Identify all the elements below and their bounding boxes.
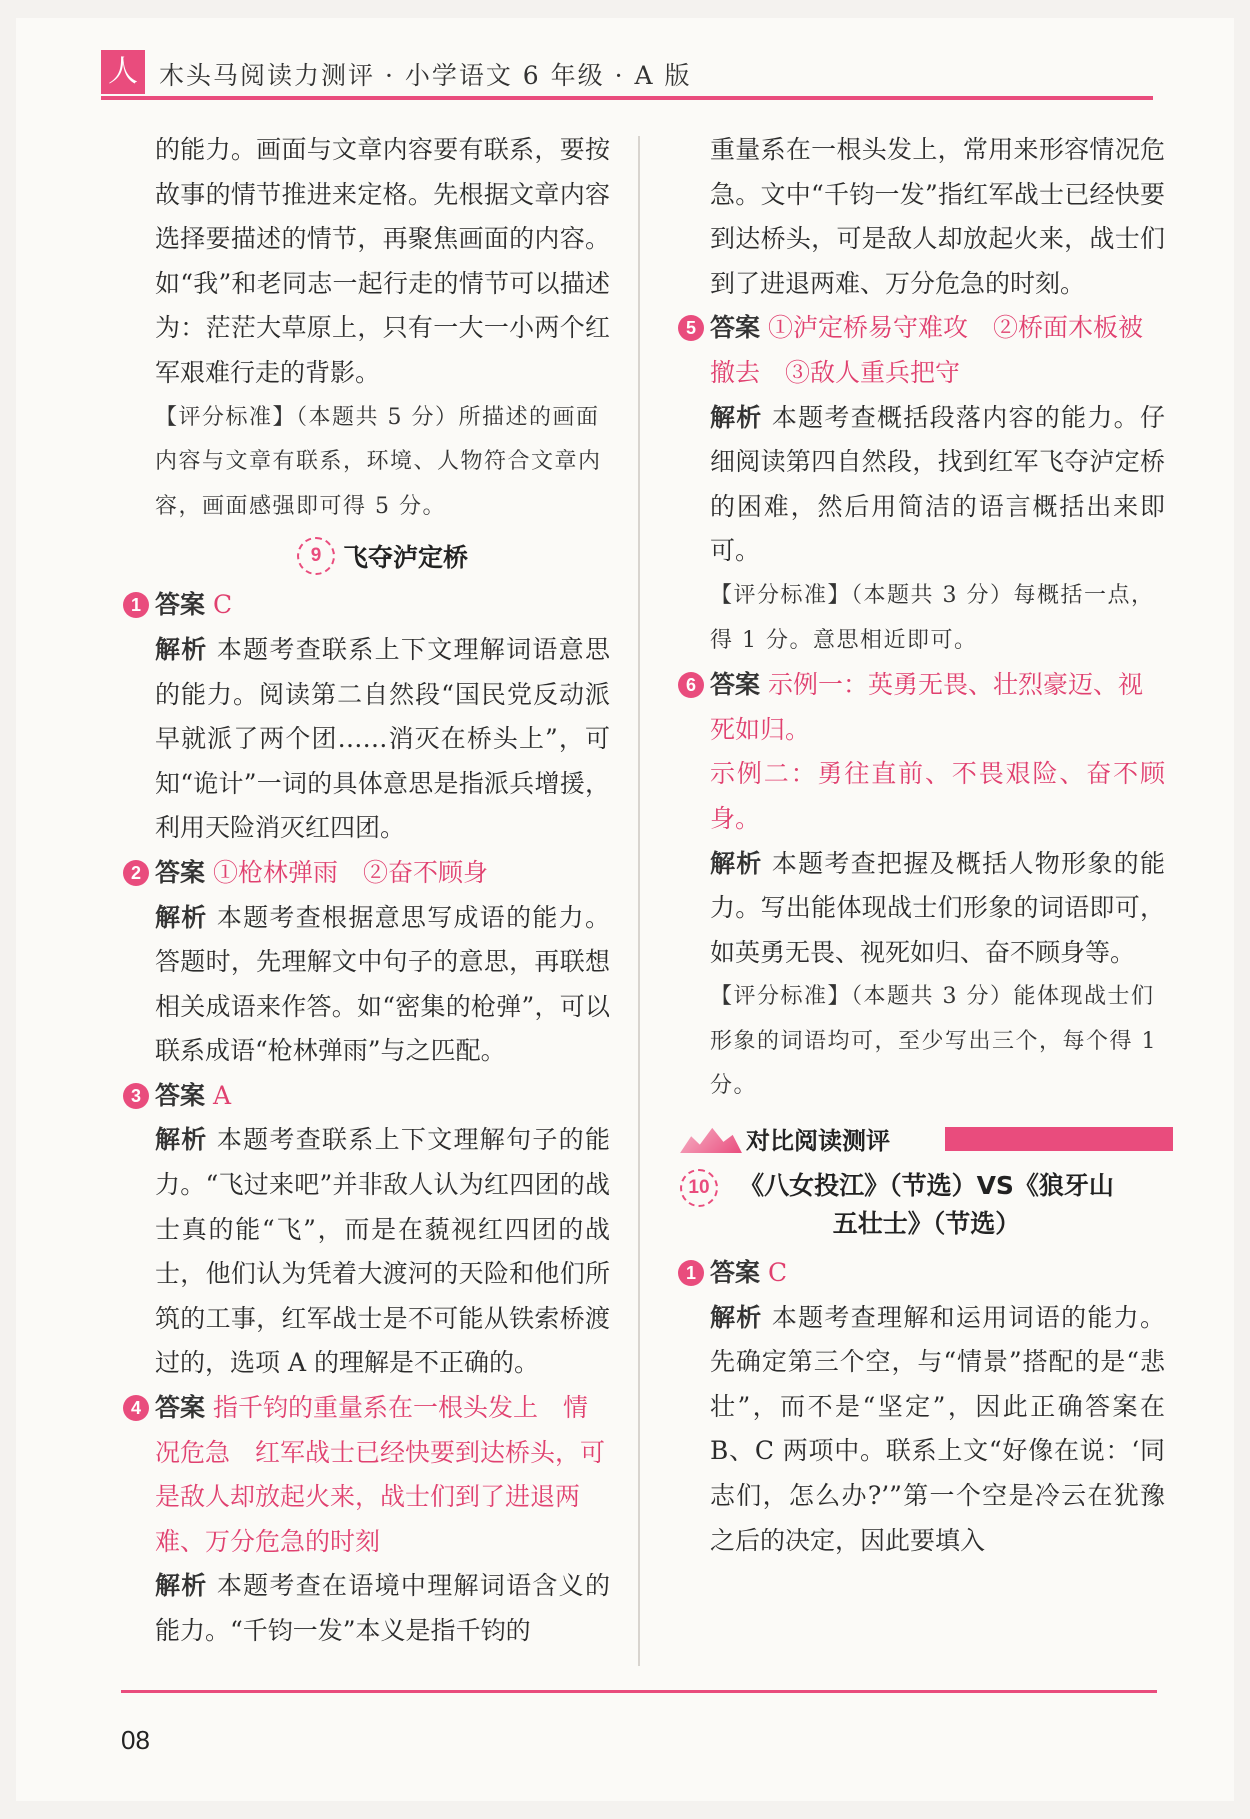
question-number-badge: 2 [123,860,149,886]
section-number-badge: 9 [297,537,335,575]
analysis-label: 解析 [710,1302,763,1332]
answer-example-1: 示例一：英勇无畏、壮烈豪迈、视死如归。 [710,670,1144,744]
analysis-label: 解析 [155,1571,208,1601]
answer-value: ①枪林弹雨 ②奋不顾身 [213,857,489,887]
analysis-label: 解析 [710,848,763,878]
analysis-text: 本题考查联系上下文理解词语意思的能力。阅读第二自然段“国民党反动派早就派了两个团……消灭在桥头上”，可知“诡计”一词的具体意思是指派兵增援，利用天险消灭红四团。 [155,634,610,843]
page-number: 08 [121,1725,150,1755]
section-title-10 [680,1167,1173,1243]
banner-title: 对比阅读测评 [746,1127,890,1156]
mountain-icon [680,1125,742,1153]
question-4-answer [130,1386,610,1564]
header-rule [101,96,1153,100]
answer-label: 答案 [155,1393,206,1423]
answer-label: 答案 [710,313,761,343]
analysis-label: 解析 [155,902,208,932]
analysis-label: 解析 [155,1125,208,1155]
analysis-text: 本题考查理解和运用词语的能力。先确定第三个空，与“情景”搭配的是“悲壮”，而不是“坚定”，因此正确答案在 B、C 两项中。联系上文“好像在说：‘同志们，怎么办?’”第一个空是冷云在犹豫之后的决定，因此要填入 [710,1302,1165,1555]
analysis-label: 解析 [710,402,763,432]
question-number-badge: 3 [123,1083,149,1109]
question-2-answer [130,851,610,896]
section-title-line-2: 五壮士》（节选） [832,1209,1021,1239]
answer-value: C [213,590,233,620]
answer-value: ①泸定桥易守难攻 ②桥面木板被撤去 ③敌人重兵把守 [710,313,1144,387]
question-5-scoring: 【评分标准】（本题共 3 分）每概括一点，得 1 分。意思相近即可。 [710,582,1155,653]
question-5-answer [685,306,1165,395]
banner-bar [945,1127,1173,1151]
scoring-intro: 【评分标准】（本题共 5 分）所描述的画面内容与文章有联系，环境、人物符合文章内容，画面感强即可得 5 分。 [155,404,602,519]
publisher-logo-icon: 人 [101,50,145,94]
left-column [130,128,610,1654]
answer-value: C [768,1258,788,1288]
analysis-text: 本题考查联系上下文理解句子的能力。“飞过来吧”并非敌人认为红四团的战士真的能“飞”，而是在藐视红四团的战士，他们认为凭着大渡河的天险和他们所筑的工事，红军战士是不可能从铁索桥渡过的，选项 A 的理解是不正确的。 [155,1125,610,1378]
page-header [101,50,1153,98]
question-1-analysis [155,628,610,851]
analysis-text: 本题考查概括段落内容的能力。仔细阅读第四自然段，找到红军飞夺泸定桥的困难，然后用简洁的语言概括出来即可。 [710,402,1165,566]
answer-label: 答案 [155,590,206,620]
section-number-badge: 10 [680,1169,718,1207]
analysis-text: 本题考查把握及概括人物形象的能力。写出能体现战士们形象的词语即可，如英勇无畏、视死如归、奋不顾身等。 [710,848,1165,967]
column-divider [638,136,640,1666]
book-title: 木头马阅读力测评 · 小学语文 6 年级 · A 版 [159,61,692,90]
answer-label: 答案 [155,857,206,887]
section-title-9 [155,533,610,579]
question-6-answer [685,663,1165,752]
question-number-badge: 1 [123,592,149,618]
question-number-badge: 5 [678,315,704,341]
answer-value: 指千钧的重量系在一根头发上 情况危急 红军战士已经快要到达桥头，可是敌人却放起火来，战士们到了进退两难、万分危急的时刻 [155,1393,606,1556]
question-4-analysis [155,1564,610,1653]
right-column [685,128,1165,1563]
answer-label: 答案 [710,1258,761,1288]
answer-value: A [213,1080,232,1110]
question-number-badge: 6 [678,672,704,698]
analysis-text: 本题考查在语境中理解词语含义的能力。“千钧一发”本义是指千钧的 [155,1571,610,1645]
question-3-answer [130,1074,610,1119]
question-3-analysis [155,1118,610,1386]
question-10-1-analysis [710,1296,1165,1564]
section-title-line-1: 《八女投江》（节选）VS《狼牙山 [739,1171,1114,1201]
question-10-1-answer [685,1251,1165,1296]
question-5-analysis [710,396,1165,574]
intro-paragraph: 的能力。画面与文章内容要有联系，要按故事的情节推进来定格。先根据文章内容选择要描述的情节，再聚焦画面的内容。如“我”和老同志一起行走的情节可以描述为：茫茫大草原上，只有一大一小两个红军艰难行走的背影。 [155,135,610,387]
answer-example-2: 示例二：勇往直前、不畏艰险、奋不顾身。 [710,759,1165,833]
answer-label: 答案 [710,670,761,700]
question-number-badge: 4 [123,1395,149,1421]
question-6-scoring: 【评分标准】（本题共 3 分）能体现战士们形象的词语均可，至少写出三个，每个得 1 分。 [710,984,1157,1099]
question-number-badge: 1 [678,1260,704,1286]
compare-reading-banner [680,1117,1165,1161]
analysis-label: 解析 [155,634,208,664]
section-title-text: 飞夺泸定桥 [342,543,468,573]
question-4-analysis-continued: 重量系在一根头发上，常用来形容情况危急。文中“千钧一发”指红军战士已经快要到达桥头，可是敌人却放起火来，战士们到了进退两难、万分危急的时刻。 [710,135,1165,298]
analysis-text: 本题考查根据意思写成语的能力。答题时，先理解文中句子的意思，再联想相关成语来作答。如“密集的枪弹”，可以联系成语“枪林弹雨”与之匹配。 [155,902,610,1066]
question-2-analysis [155,896,610,1074]
footer-rule [121,1690,1157,1693]
question-1-answer [130,583,610,628]
question-6-analysis [710,842,1165,976]
answer-label: 答案 [155,1080,206,1110]
